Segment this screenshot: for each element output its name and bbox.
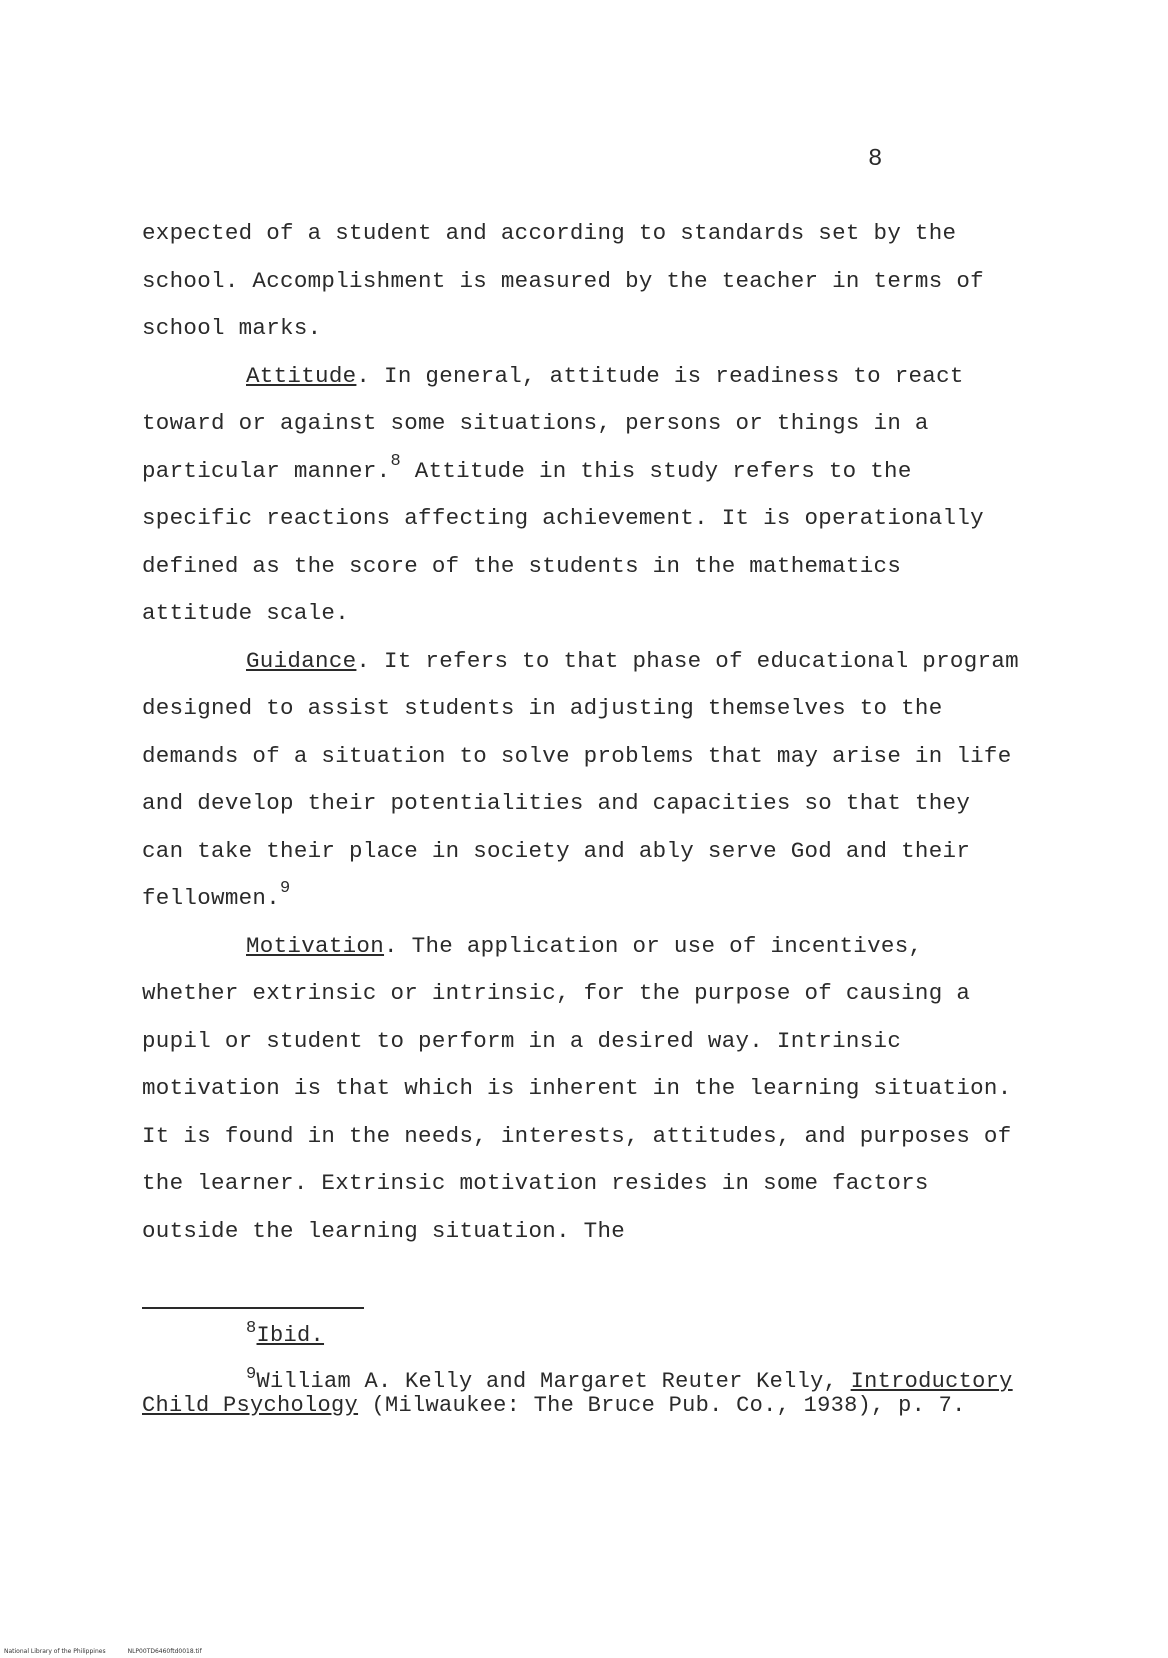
term-motivation: Motivation — [246, 932, 385, 959]
term-guidance: Guidance — [246, 647, 357, 674]
footnote-9 — [142, 1365, 1022, 1418]
motivation-definition: . The application or use of incentives, whether extrinsic or intrinsic, for the purpose of causing a pupil or student to perform in a desired way. Intrinsic motivation is that which is inherent in the learning situation. It is found in the needs, interests, attitudes, and purposes of the learner. Extrinsic motivation resides in some factors outside the learning situation. The — [142, 932, 1012, 1244]
scan-credit — [4, 1648, 202, 1656]
footnotes — [142, 1319, 1022, 1418]
footnote-number: 8 — [246, 1319, 257, 1338]
footnote-ref-8: 8 — [390, 451, 401, 471]
footnote-number: 9 — [246, 1365, 257, 1384]
paragraph-motivation — [142, 923, 1022, 1256]
attitude-definition: . In general, attitude is readiness to react toward or against some situations, persons or things in a particular manner. — [142, 362, 964, 484]
footnote-text: Ibid. — [256, 1323, 325, 1348]
library-name: National Library of the Philippines — [4, 1648, 106, 1655]
footnote-publication: (Milwaukee: The Bruce Pub. Co., 1938), p. 7. — [358, 1393, 966, 1418]
paragraph-guidance — [142, 638, 1022, 923]
term-attitude: Attitude — [246, 362, 357, 389]
guidance-definition: . It refers to that phase of educational program designed to assist students in adjusting themselves to the demands of a situation to solve problems that may arise in life and develop their potentialities and capacities so that they can take their place in society and ably serve God and their fellowmen. — [142, 647, 1019, 911]
footnote-authors: William A. Kelly and Margaret Reuter Kelly, — [256, 1369, 851, 1394]
footnote-ref-9: 9 — [280, 879, 291, 898]
paragraph-attitude — [142, 353, 1022, 638]
attitude-definition-cont: Attitude in this study refers to the specific reactions affecting achievement. It is operationally defined as the score of the students in the mathematics attitude scale. — [142, 457, 984, 626]
page-number: 8 — [868, 146, 883, 173]
footnote-8 — [142, 1319, 1022, 1348]
footnote-book-title: Introductory Child Psychology — [142, 1369, 1013, 1418]
body-text — [142, 210, 1022, 1255]
footnote-divider — [142, 1307, 364, 1309]
paragraph-continuation: expected of a student and according to standards set by the school. Accomplishment is measured by the teacher in terms of school marks. — [142, 220, 984, 341]
scan-file-name: NLP00TD6460ftd0018.tif — [127, 1648, 202, 1655]
